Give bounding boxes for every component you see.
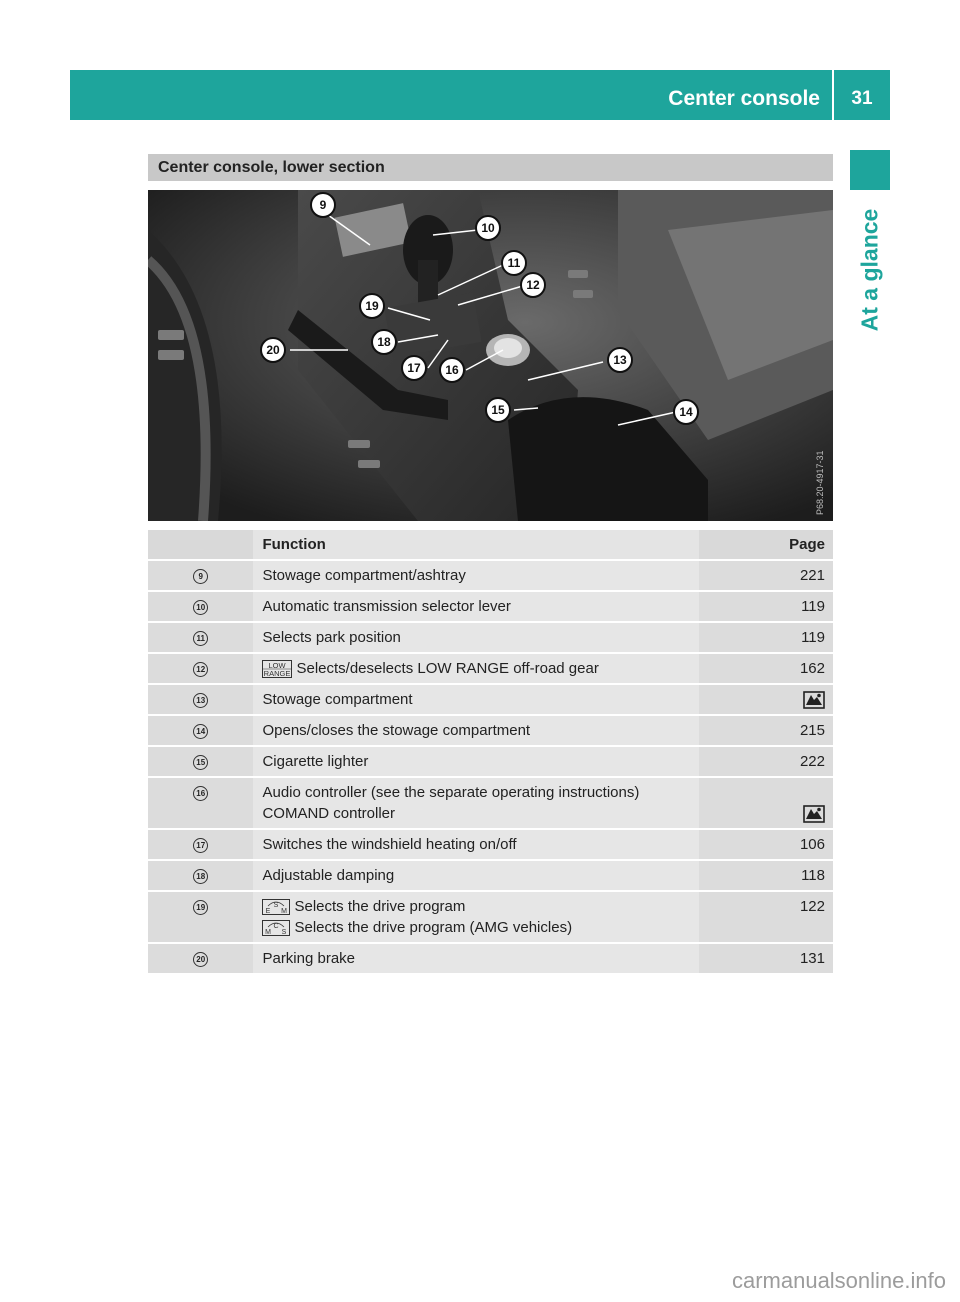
row-function: Adjustable damping <box>253 859 698 890</box>
header-title: Center console <box>668 87 820 110</box>
table-row <box>148 745 833 776</box>
svg-text:RANGE: RANGE <box>264 669 291 679</box>
col-header-number <box>148 530 253 559</box>
row-function: Stowage compartment/ashtray <box>253 559 698 590</box>
table-row <box>148 621 833 652</box>
page-number: 31 <box>851 88 873 109</box>
row-function-line2: COMAND controller <box>262 805 395 822</box>
row-number: 11 <box>193 631 208 646</box>
row-function: Parking brake <box>253 942 698 973</box>
row-function: Automatic transmission selector lever <box>253 590 698 621</box>
table-row <box>148 890 833 942</box>
row-page-link[interactable]: 162 <box>699 652 834 683</box>
table-row <box>148 859 833 890</box>
center-console-photo <box>148 190 833 521</box>
table-row <box>148 828 833 859</box>
section-title: Center console, lower section <box>158 159 385 176</box>
row-page-link[interactable]: 221 <box>699 559 834 590</box>
callout-19 <box>360 294 384 318</box>
row-number: 19 <box>193 900 208 915</box>
svg-text:LOW: LOW <box>268 661 287 671</box>
image-code: P68.20-4917-31 <box>815 450 825 515</box>
row-function: Audio controller (see the separate operating instructions) <box>262 784 640 801</box>
row-function: Selects the drive program <box>294 898 466 915</box>
row-number: 12 <box>193 662 208 677</box>
row-function: Cigarette lighter <box>253 745 698 776</box>
svg-text:14: 14 <box>679 405 693 419</box>
svg-text:11: 11 <box>507 256 521 270</box>
console-illustration <box>148 190 833 521</box>
callout-12 <box>521 273 545 297</box>
amg-drive-program-icon <box>262 920 290 936</box>
callout-15 <box>486 398 510 422</box>
navigation-book-icon[interactable] <box>803 691 825 709</box>
table-header-row <box>148 530 833 559</box>
row-number: 9 <box>193 569 208 584</box>
svg-text:9: 9 <box>319 198 327 212</box>
row-function: Opens/closes the stowage compartment <box>253 714 698 745</box>
section-heading <box>148 154 833 181</box>
row-number: 18 <box>193 869 208 884</box>
row-number: 14 <box>193 724 208 739</box>
row-page-link[interactable]: 222 <box>699 745 834 776</box>
row-page-link[interactable]: 119 <box>699 590 834 621</box>
table-row <box>148 559 833 590</box>
table-row <box>148 590 833 621</box>
row-number: 16 <box>193 786 208 801</box>
callout-11 <box>502 251 526 275</box>
row-number: 20 <box>193 952 208 967</box>
svg-text:18: 18 <box>377 335 391 349</box>
row-number: 10 <box>193 600 208 615</box>
svg-text:16: 16 <box>445 363 459 377</box>
callout-13 <box>608 348 632 372</box>
callout-14 <box>674 400 698 424</box>
drive-program-icon <box>262 899 290 915</box>
row-number: 15 <box>193 755 208 770</box>
callout-18 <box>372 330 396 354</box>
svg-text:20: 20 <box>266 343 280 357</box>
svg-text:C: C <box>273 923 279 931</box>
table-row <box>148 776 833 828</box>
row-number: 17 <box>193 838 208 853</box>
watermark: carmanualsonline.info <box>731 1268 946 1293</box>
row-function-line2: Selects the drive program (AMG vehicles) <box>294 919 573 936</box>
table-row <box>148 683 833 714</box>
table-row <box>148 714 833 745</box>
svg-text:17: 17 <box>407 361 421 375</box>
svg-text:E: E <box>266 908 271 916</box>
low-range-icon <box>262 660 292 678</box>
callout-9 <box>311 193 335 217</box>
svg-text:15: 15 <box>491 403 505 417</box>
row-page-link[interactable]: 131 <box>699 942 834 973</box>
callout-16 <box>440 358 464 382</box>
svg-text:10: 10 <box>481 221 495 235</box>
callout-17 <box>402 356 426 380</box>
row-number: 13 <box>193 693 208 708</box>
row-function: Selects/deselects LOW RANGE off-road gear <box>296 660 599 677</box>
svg-text:12: 12 <box>526 278 540 292</box>
side-tab-label: At a glance <box>856 208 883 332</box>
row-function: Switches the windshield heating on/off <box>253 828 698 859</box>
col-header-page: Page <box>699 530 834 559</box>
row-page-link[interactable]: 122 <box>699 890 834 942</box>
svg-text:13: 13 <box>613 353 627 367</box>
table-row <box>148 652 833 683</box>
row-page-link[interactable]: 215 <box>699 714 834 745</box>
row-page-link[interactable]: 119 <box>699 621 834 652</box>
row-page-link[interactable]: 118 <box>699 859 834 890</box>
table-row <box>148 942 833 973</box>
row-function: Stowage compartment <box>253 683 698 714</box>
svg-text:M: M <box>265 929 272 937</box>
row-page-link[interactable]: 106 <box>699 828 834 859</box>
col-header-function: Function <box>253 530 698 559</box>
side-tab-marker <box>850 150 890 190</box>
function-table <box>148 530 833 973</box>
svg-text:S: S <box>282 929 287 937</box>
callout-20 <box>261 338 285 362</box>
svg-text:19: 19 <box>365 299 379 313</box>
navigation-book-icon[interactable] <box>803 805 825 823</box>
svg-text:S: S <box>274 902 279 910</box>
callout-10 <box>476 216 500 240</box>
row-function: Selects park position <box>253 621 698 652</box>
header-bar <box>70 70 890 120</box>
svg-text:M: M <box>281 908 288 916</box>
